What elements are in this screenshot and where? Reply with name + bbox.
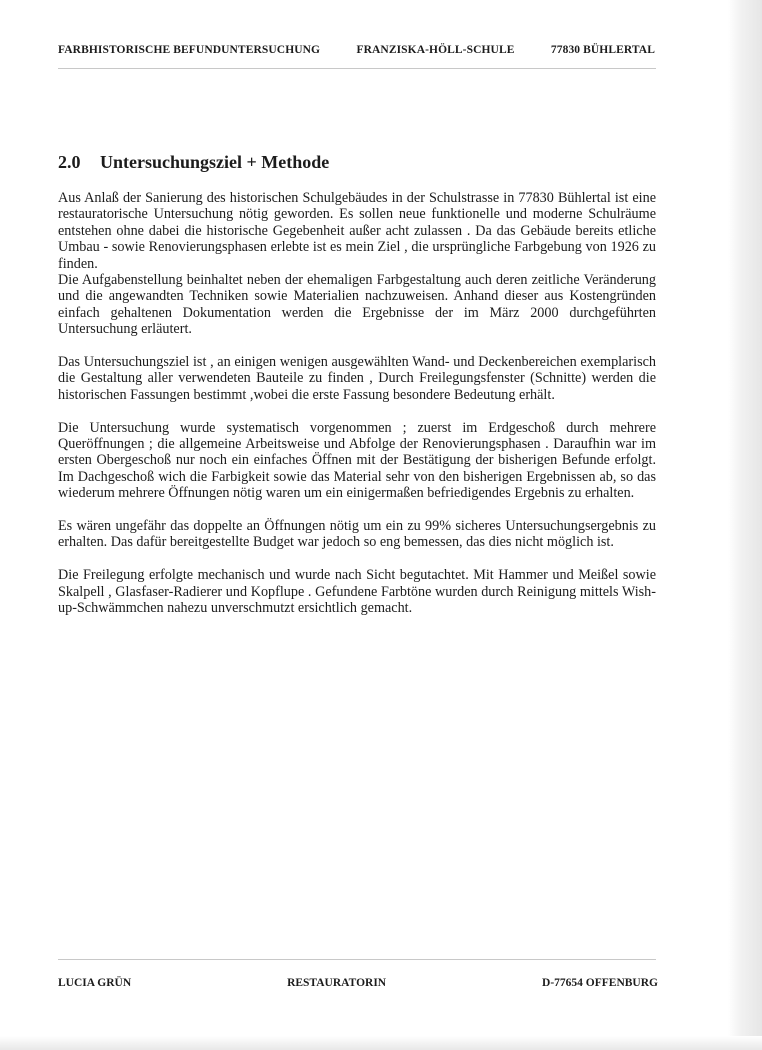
paragraph: Aus Anlaß der Sanierung des historischen Schulgebäudes in der Schulstrasse in 77830 Bühlertal ist eine restauratorische Untersuchung nötig geworden. Es sollen neue funktionelle und moderne Schulräume entstehen ohne dabei die historische Gegebenheit außer acht zulassen . Da das Gebäude bereits etliche Umbau - sowie Renovierungsphasen erlebte ist es mein Ziel , die ursprüngliche Farbgebung von 1926 zu finden.	[58, 190, 656, 272]
footer-author: LUCIA GRÜN	[58, 977, 132, 989]
section-number: 2.0	[58, 152, 81, 172]
section-heading	[58, 152, 329, 173]
footer-divider	[58, 959, 656, 960]
header-project: FARBHISTORISCHE BEFUNDUNTERSUCHUNG	[58, 44, 321, 56]
section-title: Untersuchungsziel + Methode	[100, 152, 330, 172]
footer-profession: RESTAURATORIN	[287, 977, 387, 989]
paragraph: Die Freilegung erfolgte mechanisch und wurde nach Sicht begutachtet. Mit Hammer und Meißel sowie Skalpell , Glasfaser-Radierer und Kopflupe . Gefundene Farbtöne wurden durch Reinigung mittels Wish-up-Schwämmchen nahezu unverschmutzt ersichtlich gemacht.	[58, 567, 656, 617]
scan-shadow-right	[728, 0, 762, 1050]
page-header	[58, 44, 655, 56]
paragraph: Die Aufgabenstellung beinhaltet neben der ehemaligen Farbgestaltung auch deren zeitliche Veränderung und die angewandten Techniken sowie Materialien nachzuweisen. Anhand dieser aus Kostengründen einfach gehaltenen Dokumentation werden die Ergebnisse der im März 2000 durchgeführten Untersuchung erläutert.	[58, 272, 656, 338]
paragraph: Die Untersuchung wurde systematisch vorgenommen ; zuerst im Erdgeschoß durch mehrere Queröffnungen ; die allgemeine Arbeitsweise und Abfolge der Renovierungsphasen . Daraufhin war im ersten Obergeschoß nur noch ein einfaches Öffnen mit der Bestätigung der bisherigen Befunde erfolgt. Im Dachgeschoß wich die Farbigkeit sowie das Material sehr von den bisherigen Ergebnissen ab, so das wiederum mehrere Öffnungen nötig waren um ein einigermaßen befriedigendes Ergebnis zu erhalten.	[58, 419, 656, 502]
header-divider	[58, 68, 656, 69]
scan-shadow-bottom	[0, 1036, 762, 1050]
paragraph: Das Untersuchungsziel ist , an einigen wenigen ausgewählten Wand- und Deckenbereichen exemplarisch die Gestaltung aller verwendeten Bauteile zu finden , Durch Freilegungsfenster (Schnitte) werden die historischen Fassungen bestimmt ,wobei die erste Fassung besondere Bedeutung erhält.	[58, 354, 656, 403]
header-school: FRANZISKA-HÖLL-SCHULE	[356, 44, 515, 56]
page-footer	[58, 977, 658, 989]
paragraph: Es wären ungefähr das doppelte an Öffnungen nötig um ein zu 99% sicheres Untersuchungsergebnis zu erhalten. Das dafür bereitgestellte Budget war jedoch so eng bemessen, das dies nicht möglich ist.	[58, 518, 656, 551]
header-location: 77830 BÜHLERTAL	[550, 44, 655, 56]
footer-address: D-77654 OFFENBURG	[542, 977, 658, 989]
body-text	[58, 190, 656, 633]
